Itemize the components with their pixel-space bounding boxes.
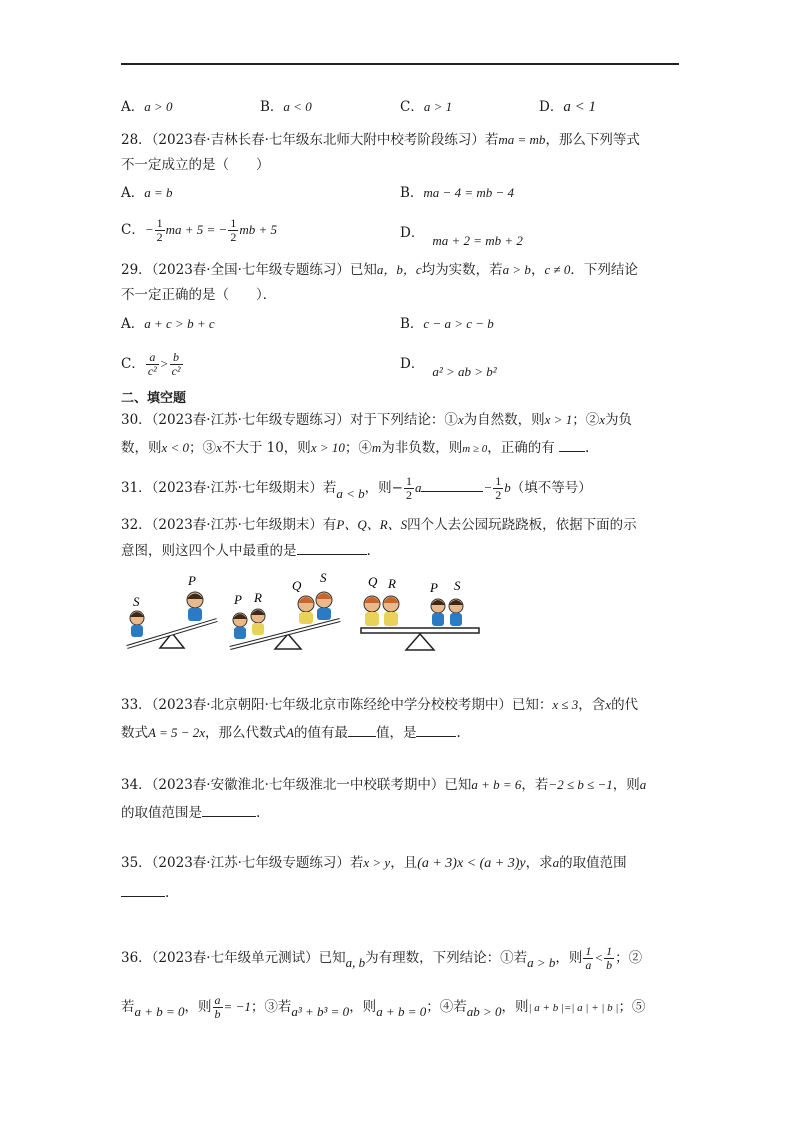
q33-stem-line1: 33．（2023春·北京朝阳·七年级北京市陈经纶中学分校校考期中）已知：x ≤ 3，含x的代 — [121, 697, 639, 713]
q29-option-a: A．a + c > b + c — [121, 316, 215, 332]
q30-stem-line2: 数，则x < 0；③x不大于 10，则x > 10；④m为非负数，则m ≥ 0，正确的有 . — [121, 437, 589, 459]
q28-stem-line1: 28．（2023春·吉林长春·七年级东北师大附中校考阶段练习）若ma = mb，那么下列等式 — [121, 132, 640, 148]
q28-option-d: D． ma + 2 = mb + 2 — [400, 225, 523, 248]
q33-answer-blank-2[interactable] — [416, 722, 456, 737]
label-p: P — [430, 580, 438, 595]
label-q: Q — [292, 578, 302, 593]
q32-stem-line1: 32．（2023春·江苏·七年级期末）有P、Q、R、S四个人去公园玩跷跷板，依据下面的示 — [121, 517, 637, 533]
q36-stem-line2: 若a + b = 0，则 $\frac{a}{b}$ = −1；③若a³ + b³ = 0，则a + b = 0；④若ab > 0，则| a + b |=| a | + | b |；⑤ — [121, 993, 646, 1021]
q29-option-b: B．c − a > c − b — [400, 316, 494, 332]
q31-stem: 31．（2023春·江苏·七年级期末）若a < b，则− $\frac{1}{2}$ a − $\frac{1}{2}$ b（填不等号） — [121, 474, 592, 502]
q28-option-b: B．ma − 4 = mb − 4 — [400, 185, 515, 201]
q27-option-c: C．a > 1 — [400, 99, 453, 115]
section-heading-fill-blank: 二、填空题 — [121, 391, 187, 406]
label-r: R — [254, 590, 262, 605]
q27-option-b: B．a < 0 — [260, 99, 312, 115]
q29-stem-line2: 不一定正确的是（ ）． — [121, 287, 277, 303]
label-s: S — [320, 570, 327, 585]
q29-option-c: C． $\frac{a}{\text{c²}}$ > $\frac{b}{\text{c²}}$ — [121, 350, 181, 378]
kids-right — [298, 592, 332, 624]
q29-option-d: D． a² > ab > b² — [400, 356, 497, 379]
q27-option-a: A．a > 0 — [121, 99, 173, 115]
label-p: P — [234, 592, 242, 607]
seesaw-figure-1 — [125, 575, 225, 655]
seesaw-figure-3 — [358, 572, 483, 652]
kid-right — [187, 592, 203, 621]
kid-left — [130, 611, 144, 637]
q33-answer-blank-1[interactable] — [348, 722, 376, 737]
kids-left — [364, 596, 399, 626]
q34-answer-blank[interactable] — [202, 802, 256, 817]
q35-answer-blank[interactable] — [121, 882, 165, 897]
q28-option-c: C．− $\frac{1}{2}$ ma + 5 = − $\frac{1}{2}$ mb + 5 — [121, 216, 278, 244]
q34-stem-line2: 的取值范围是 . — [121, 802, 260, 823]
label-q: Q — [368, 574, 378, 589]
label-p: P — [188, 575, 196, 588]
q31-answer-blank[interactable] — [421, 477, 483, 492]
q28-stem-line2: 不一定成立的是（ ） — [121, 157, 270, 173]
label-r: R — [388, 576, 396, 591]
q28-option-a: A．a = b — [121, 185, 173, 201]
q35-stem-line1: 35．（2023春·江苏·七年级专题练习）若x > y，且(a + 3)x < (a + 3)y，求a的取值范围 — [121, 855, 627, 871]
q32-stem-line2: 意图，则这四个人中最重的是 . — [121, 540, 371, 561]
q33-stem-line2: 数式A = 5 − 2x，那么代数式A的值有最 值，是 . — [121, 722, 461, 743]
q36-stem-line1: 36．（2023春·七年级单元测试）已知a, b为有理数，下列结论：①若a > b，则 $\frac{1}{a}$ < $\frac{1}{b}$ ；② — [121, 944, 643, 972]
label-s: S — [133, 594, 140, 609]
q30-answer-blank[interactable] — [559, 437, 585, 452]
seesaw-figure-2 — [228, 570, 348, 655]
header-rule — [121, 63, 679, 65]
q27-option-d: D．a < 1 — [539, 99, 596, 115]
q30-stem-line1: 30．（2023春·江苏·七年级专题练习）对于下列结论：①x为自然数，则x > 1；②x为负 — [121, 412, 632, 428]
kids-right — [431, 599, 463, 626]
q35-stem-line2: . — [121, 882, 169, 903]
label-s: S — [454, 578, 461, 593]
q34-stem-line1: 34．（2023春·安徽淮北·七年级淮北一中校联考期中）已知a + b = 6，若−2 ≤ b ≤ −1，则a — [121, 777, 647, 793]
q29-stem-line1: 29．（2023春·全国·七年级专题练习）已知a，b，c均为实数，若a > b，c ≠ 0．下列结论 — [121, 262, 638, 278]
q32-answer-blank[interactable] — [297, 540, 367, 555]
kids-left — [233, 609, 265, 639]
